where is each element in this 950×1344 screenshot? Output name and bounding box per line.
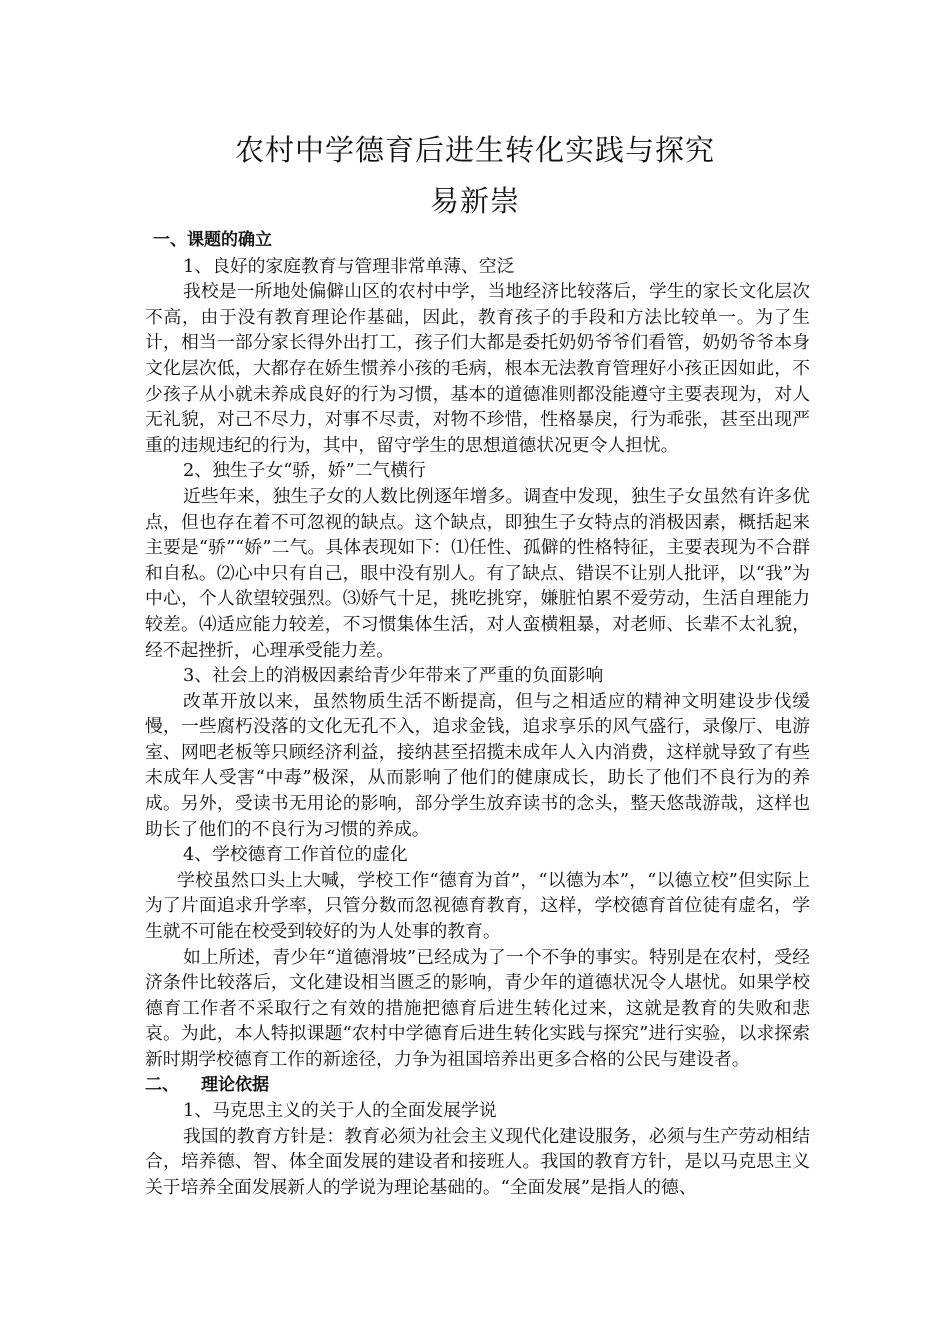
- closing-paragraph-1: 如上所述，青少年“道德滑坡”已经成为了一个不争的事实。特别是在农村，受经济条件比较落后，文化建设相当匮乏的影响，青少年的道德状况令人堪忧。如果学校德育工作者不采取行之有效的措施把德育后进生转化过来，这就是教育的失败和悲哀。为此，本人特拟课题“农村中学德育后进生转化实践与探究”进行实验，以求探索新时期学校德育工作的新途径，力争为祖国培养出更多合格的公民与建设者。: [145, 946, 810, 1070]
- subheading-1-1: 1、良好的家庭教育与管理非常单薄、空泛: [183, 255, 515, 277]
- section-heading-2-text: 理论依据: [201, 1074, 269, 1095]
- subheading-1-4: 4、学校德育工作首位的虚化: [183, 844, 408, 866]
- subheading-2-1: 1、马克思主义的关于人的全面发展学说: [183, 1100, 497, 1122]
- paragraph-1-3: 改革开放以来，虽然物质生活不断提高，但与之相适应的精神文明建设步伐缓慢，一些腐朽没落的文化无孔不入，追求金钱，追求享乐的风气盛行，录像厅、电游室、网吧老板等只顾经济利益，接纳甚至招揽未成年人入内消费，这样就导致了有些未成年人受害“中毒”极深，从而影响了他们的健康成长，助长了他们不良行为的养成。另外，受读书无用论的影响，部分学生放弃读书的念头，整天悠哉游哉，这样也助长了他们的不良行为习惯的养成。: [145, 690, 810, 840]
- document-title: 农村中学德育后进生转化实践与探究: [234, 133, 715, 167]
- section-heading-2-number: 二、: [145, 1074, 179, 1095]
- paragraph-1-1: 我校是一所地处偏僻山区的农村中学，当地经济比较落后，学生的家长文化层次不高，由于没有教育理论作基础，因此，教育孩子的手段和方法比较单一。为了生计，相当一部分家长得外出打工，孩子们大都是委托奶奶爷爷们看管，奶奶爷爷本身文化层次低，大都存在娇生惯养小孩的毛病，根本无法教育管理好小孩正因如此，不少孩子从小就未养成良好的行为习惯，基本的道德准则都没能遵守主要表现为，对人无礼貌，对己不尽力，对事不尽责，对物不珍惜，性格暴戾，行为乖张，甚至出现严重的违规违纪的行为，其中，留守学生的思想道德状况更令人担忧。: [145, 281, 810, 456]
- subheading-1-3: 3、社会上的消极因素给青少年带来了严重的负面影响: [183, 665, 604, 687]
- document-author: 易新崇: [429, 184, 520, 218]
- section-heading-2: [145, 1073, 810, 1099]
- document-body: [145, 228, 810, 1201]
- paragraph-2-1: 我国的教育方针是：教育必须为社会主义现代化建设服务，必须与生产劳动相结合，培养德、智、体全面发展的建设者和接班人。我国的教育方针，是以马克思主义关于培养全面发展新人的学说为理论基础的。“全面发展”是指人的德、: [145, 1125, 810, 1198]
- paragraph-1-2: 近些年来，独生子女的人数比例逐年增多。调查中发现，独生子女虽然有许多优点，但也存在着不可忽视的缺点。这个缺点，即独生子女特点的消极因素，概括起来主要是“骄”“娇”二气。具体表现如下：⑴任性、孤僻的性格特征，主要表现为不合群和自私。⑵心中只有自己，眼中没有别人。有了缺点、错误不让别人批评，以“我”为中心，个人欲望较强烈。⑶娇气十足，挑吃挑穿，嫌脏怕累不爱劳动，生活自理能力较差。⑷适应能力较差，不习惯集体生活，对人蛮横粗暴，对老师、长辈不太礼貌，经不起挫折，心理承受能力差。: [145, 485, 810, 661]
- paragraph-1-4: 学校虽然口头上大喊，学校工作“德育为首”，“以德为本”，“以德立校”但实际上为了片面追求升学率，只管分数而忽视德育教育，这样，学校德育首位徒有虚名，学生就不可能在校受到较好的为人处事的教育。: [145, 869, 810, 943]
- section-heading-1: 一、课题的确立: [153, 230, 272, 250]
- subheading-1-2: 2、独生子女“骄，娇”二气横行: [183, 460, 426, 482]
